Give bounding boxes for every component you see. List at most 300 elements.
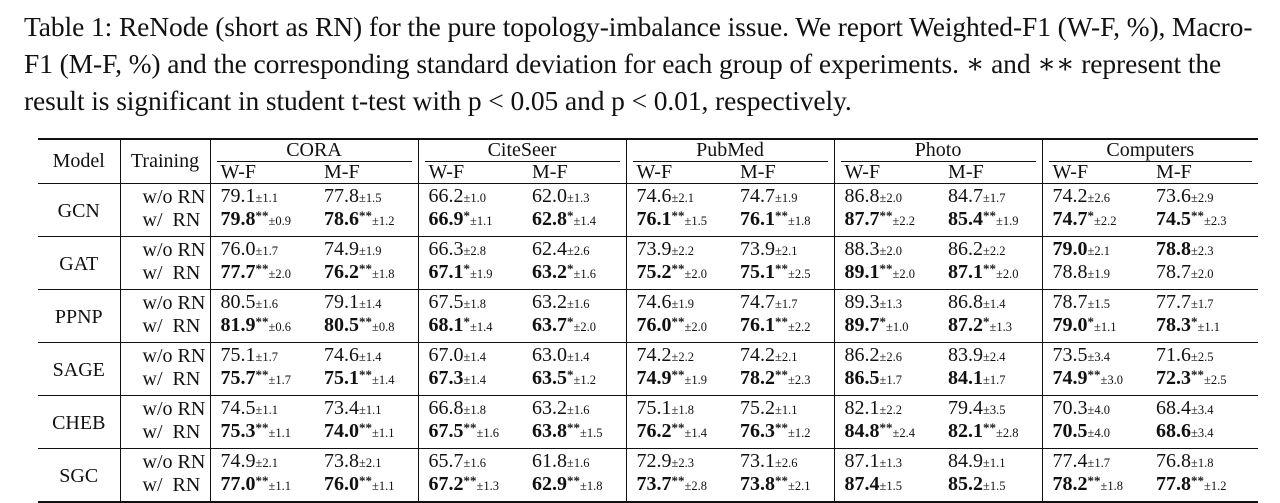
result-cell bbox=[938, 237, 1042, 263]
std-deviation: ±1.1 bbox=[470, 214, 493, 228]
significance-marker: * bbox=[463, 208, 471, 223]
score-value: 87.7 bbox=[844, 208, 880, 230]
score-value: 79.4 bbox=[948, 397, 984, 419]
result-cell bbox=[834, 237, 938, 263]
score-value: 75.1 bbox=[636, 397, 672, 419]
result-cell bbox=[314, 209, 418, 237]
table-row bbox=[38, 237, 1258, 263]
result-cell bbox=[522, 262, 626, 290]
std-deviation: ±4.0 bbox=[1087, 403, 1111, 417]
std-deviation: ±0.8 bbox=[372, 320, 395, 334]
score-value: 63.2 bbox=[532, 261, 568, 283]
caption-text: ReNode (short as RN) for the pure topology-imbalance issue. We report Weighted-F1 (W-F, %), Macro-F1 (M-F, %) and the corresponding standard deviation for each group of experiments. ∗ and ∗∗ represent the result is significant in student t-test with p < 0.05 and p < 0.01, respectively. bbox=[24, 11, 1253, 116]
significance-marker: ** bbox=[463, 420, 477, 435]
std-deviation: ±2.0 bbox=[1191, 267, 1214, 281]
std-deviation: ±3.4 bbox=[1191, 403, 1214, 417]
score-value: 68.6 bbox=[1156, 420, 1192, 442]
score-value: 76.8 bbox=[1156, 450, 1192, 472]
score-value: 68.1 bbox=[428, 314, 464, 336]
std-deviation: ±1.4 bbox=[359, 350, 382, 364]
training-setting: w/o RN bbox=[120, 396, 210, 422]
score-value: 86.2 bbox=[948, 238, 984, 260]
std-deviation: ±1.6 bbox=[255, 297, 278, 311]
score-value: 79.1 bbox=[324, 291, 359, 313]
score-value: 73.6 bbox=[1156, 185, 1192, 207]
result-cell bbox=[314, 449, 418, 475]
significance-marker: ** bbox=[1087, 367, 1101, 382]
result-cell bbox=[1146, 396, 1258, 422]
result-cell bbox=[314, 396, 418, 422]
std-deviation: ±2.3 bbox=[1204, 214, 1227, 228]
result-cell bbox=[730, 184, 834, 210]
score-value: 67.1 bbox=[428, 261, 464, 283]
std-deviation: ±2.0 bbox=[684, 320, 708, 334]
std-deviation: ±2.6 bbox=[567, 244, 590, 258]
result-cell bbox=[938, 474, 1042, 502]
std-deviation: ±2.0 bbox=[892, 267, 916, 281]
model-name: SAGE bbox=[38, 343, 120, 396]
score-value: 87.1 bbox=[844, 450, 880, 472]
score-value: 82.1 bbox=[844, 397, 880, 419]
std-deviation: ±1.1 bbox=[372, 479, 395, 493]
std-deviation: ±1.5 bbox=[580, 426, 603, 440]
score-value: 71.6 bbox=[1156, 344, 1192, 366]
std-deviation: ±2.1 bbox=[775, 350, 798, 364]
score-value: 75.1 bbox=[220, 344, 256, 366]
score-value: 67.3 bbox=[428, 367, 464, 389]
score-value: 85.4 bbox=[948, 208, 984, 230]
score-value: 82.1 bbox=[948, 420, 984, 442]
result-cell bbox=[938, 209, 1042, 237]
result-cell bbox=[730, 396, 834, 422]
result-cell bbox=[626, 290, 730, 316]
score-value: 75.2 bbox=[740, 397, 776, 419]
std-deviation: ±1.4 bbox=[372, 373, 395, 387]
result-cell bbox=[314, 368, 418, 396]
score-value: 63.8 bbox=[532, 420, 568, 442]
training-setting: w/o RN bbox=[120, 290, 210, 316]
result-cell bbox=[1146, 368, 1258, 396]
training-setting: w/ RN bbox=[120, 315, 210, 343]
training-setting: w/o RN bbox=[120, 237, 210, 263]
result-cell bbox=[314, 343, 418, 369]
std-deviation: ±1.1 bbox=[372, 426, 395, 440]
score-value: 78.2 bbox=[740, 367, 776, 389]
score-value: 74.2 bbox=[740, 344, 776, 366]
std-deviation: ±1.1 bbox=[1197, 320, 1221, 334]
header-metric: M-F bbox=[1156, 161, 1192, 183]
result-cell bbox=[938, 449, 1042, 475]
header-metric: M-F bbox=[314, 162, 418, 184]
result-cell bbox=[522, 237, 626, 263]
table-row bbox=[38, 315, 1258, 343]
result-cell bbox=[1146, 209, 1258, 237]
significance-marker: ** bbox=[359, 261, 372, 276]
std-deviation: ±2.2 bbox=[892, 214, 916, 228]
std-deviation: ±2.0 bbox=[268, 267, 291, 281]
score-value: 73.4 bbox=[324, 397, 359, 419]
std-deviation: ±1.1 bbox=[359, 403, 382, 417]
score-value: 84.1 bbox=[948, 367, 984, 389]
std-deviation: ±2.2 bbox=[788, 320, 811, 334]
result-cell bbox=[418, 315, 522, 343]
table-caption bbox=[24, 8, 1254, 119]
significance-marker: ** bbox=[983, 420, 997, 435]
significance-marker: ** bbox=[1087, 473, 1101, 488]
std-deviation: ±2.4 bbox=[892, 426, 916, 440]
significance-marker: ** bbox=[775, 420, 789, 435]
result-cell bbox=[730, 209, 834, 237]
std-deviation: ±1.8 bbox=[463, 297, 487, 311]
result-cell bbox=[1146, 343, 1258, 369]
result-cell bbox=[1042, 421, 1146, 449]
score-value: 75.1 bbox=[740, 261, 776, 283]
std-deviation: ±1.6 bbox=[567, 403, 590, 417]
training-setting: w/ RN bbox=[120, 209, 210, 237]
header-metric: W-F bbox=[220, 161, 257, 183]
result-cell bbox=[834, 421, 938, 449]
score-value: 74.9 bbox=[1052, 367, 1088, 389]
std-deviation: ±1.1 bbox=[255, 191, 278, 205]
std-deviation: ±2.1 bbox=[1087, 244, 1111, 258]
result-cell bbox=[834, 262, 938, 290]
score-value: 78.7 bbox=[1156, 261, 1192, 283]
header-metric: W-F bbox=[844, 161, 881, 183]
std-deviation: ±1.4 bbox=[359, 297, 382, 311]
std-deviation: ±2.1 bbox=[775, 244, 798, 258]
significance-marker: ** bbox=[775, 261, 789, 276]
score-value: 77.7 bbox=[1156, 291, 1192, 313]
score-value: 77.8 bbox=[324, 185, 359, 207]
score-value: 86.5 bbox=[844, 367, 880, 389]
result-cell bbox=[626, 237, 730, 263]
significance-marker: ** bbox=[255, 420, 269, 435]
significance-marker: ** bbox=[879, 261, 893, 276]
score-value: 78.2 bbox=[1052, 473, 1088, 495]
std-deviation: ±3.4 bbox=[1087, 350, 1111, 364]
significance-marker: ** bbox=[359, 367, 372, 382]
result-cell bbox=[210, 237, 314, 263]
std-deviation: ±1.3 bbox=[989, 320, 1013, 334]
score-value: 74.2 bbox=[1052, 185, 1088, 207]
header-model: Model bbox=[38, 139, 120, 184]
significance-marker: * bbox=[463, 314, 471, 329]
significance-marker: ** bbox=[671, 261, 685, 276]
result-cell bbox=[1042, 368, 1146, 396]
significance-marker: ** bbox=[671, 367, 685, 382]
std-deviation: ±1.9 bbox=[470, 267, 493, 281]
result-cell bbox=[1042, 237, 1146, 263]
std-deviation: ±1.6 bbox=[476, 426, 500, 440]
result-cell bbox=[626, 343, 730, 369]
score-value: 63.5 bbox=[532, 367, 568, 389]
result-cell bbox=[626, 262, 730, 290]
score-value: 77.4 bbox=[1052, 450, 1088, 472]
score-value: 65.7 bbox=[428, 450, 464, 472]
std-deviation: ±2.1 bbox=[671, 191, 695, 205]
score-value: 76.0 bbox=[220, 238, 256, 260]
std-deviation: ±2.6 bbox=[775, 456, 798, 470]
result-cell bbox=[418, 209, 522, 237]
result-cell bbox=[522, 449, 626, 475]
std-deviation: ±1.7 bbox=[983, 373, 1006, 387]
score-value: 74.5 bbox=[1156, 208, 1192, 230]
std-deviation: ±1.7 bbox=[1191, 297, 1214, 311]
std-deviation: ±2.0 bbox=[684, 267, 708, 281]
significance-marker: ** bbox=[255, 261, 269, 276]
result-cell bbox=[938, 343, 1042, 369]
score-value: 66.8 bbox=[428, 397, 464, 419]
score-value: 77.8 bbox=[1156, 473, 1192, 495]
score-value: 67.5 bbox=[428, 291, 464, 313]
score-value: 87.4 bbox=[844, 473, 880, 495]
model-name: CHEB bbox=[38, 396, 120, 449]
score-value: 73.9 bbox=[636, 238, 672, 260]
table-row bbox=[38, 290, 1258, 316]
score-value: 66.9 bbox=[428, 208, 464, 230]
result-cell bbox=[626, 368, 730, 396]
std-deviation: ±1.2 bbox=[788, 426, 811, 440]
score-value: 76.1 bbox=[636, 208, 672, 230]
std-deviation: ±1.5 bbox=[879, 479, 903, 493]
score-value: 78.7 bbox=[1052, 291, 1088, 313]
result-cell bbox=[1042, 290, 1146, 316]
result-cell bbox=[1042, 474, 1146, 502]
score-value: 73.9 bbox=[740, 238, 776, 260]
std-deviation: ±2.1 bbox=[359, 456, 382, 470]
std-deviation: ±2.2 bbox=[1094, 214, 1117, 228]
std-deviation: ±1.6 bbox=[567, 456, 590, 470]
significance-marker: * bbox=[879, 314, 887, 329]
result-cell bbox=[834, 343, 938, 369]
result-cell bbox=[730, 262, 834, 290]
score-value: 75.7 bbox=[220, 367, 256, 389]
std-deviation: ±1.4 bbox=[573, 214, 597, 228]
header-metric: M-F bbox=[938, 162, 1042, 184]
std-deviation: ±2.3 bbox=[788, 373, 811, 387]
std-deviation: ±1.7 bbox=[983, 191, 1006, 205]
score-value: 86.8 bbox=[844, 185, 880, 207]
result-cell bbox=[418, 237, 522, 263]
result-cell bbox=[938, 262, 1042, 290]
result-cell bbox=[522, 209, 626, 237]
significance-marker: ** bbox=[567, 420, 581, 435]
significance-marker: ** bbox=[255, 208, 269, 223]
score-value: 62.8 bbox=[532, 208, 568, 230]
result-cell bbox=[522, 421, 626, 449]
significance-marker: * bbox=[567, 261, 574, 276]
std-deviation: ±2.5 bbox=[1191, 350, 1214, 364]
score-value: 79.8 bbox=[220, 208, 256, 230]
std-deviation: ±1.6 bbox=[567, 297, 590, 311]
std-deviation: ±2.3 bbox=[1191, 244, 1214, 258]
header-dataset: Computers bbox=[1042, 139, 1258, 162]
std-deviation: ±2.0 bbox=[573, 320, 597, 334]
header-metric: W-F bbox=[428, 161, 465, 183]
result-cell bbox=[1146, 421, 1258, 449]
score-value: 77.7 bbox=[220, 261, 256, 283]
result-cell bbox=[314, 421, 418, 449]
header-dataset: CiteSeer bbox=[418, 139, 626, 162]
score-value: 76.1 bbox=[740, 208, 776, 230]
score-value: 74.7 bbox=[740, 185, 776, 207]
result-cell bbox=[522, 396, 626, 422]
model-name: GCN bbox=[38, 184, 120, 237]
std-deviation: ±1.8 bbox=[1191, 456, 1214, 470]
std-deviation: ±1.9 bbox=[359, 244, 382, 258]
results-table bbox=[38, 138, 1258, 503]
result-cell bbox=[522, 343, 626, 369]
result-cell bbox=[1042, 396, 1146, 422]
std-deviation: ±0.9 bbox=[268, 214, 291, 228]
caption-label: Table 1: bbox=[24, 11, 113, 42]
header-dataset: CORA bbox=[210, 139, 418, 162]
result-cell bbox=[938, 368, 1042, 396]
result-cell bbox=[418, 396, 522, 422]
score-value: 67.2 bbox=[428, 473, 464, 495]
score-value: 72.3 bbox=[1156, 367, 1192, 389]
result-cell bbox=[210, 368, 314, 396]
score-value: 74.5 bbox=[220, 397, 256, 419]
significance-marker: ** bbox=[255, 473, 269, 488]
score-value: 84.9 bbox=[948, 450, 984, 472]
score-value: 66.3 bbox=[428, 238, 464, 260]
score-value: 63.2 bbox=[532, 397, 568, 419]
score-value: 73.7 bbox=[636, 473, 672, 495]
score-value: 88.3 bbox=[844, 238, 880, 260]
table-row bbox=[38, 474, 1258, 502]
result-cell bbox=[1146, 290, 1258, 316]
result-cell bbox=[210, 421, 314, 449]
result-cell bbox=[834, 368, 938, 396]
std-deviation: ±1.2 bbox=[372, 214, 395, 228]
std-deviation: ±1.7 bbox=[255, 350, 278, 364]
table-row bbox=[38, 449, 1258, 475]
result-cell bbox=[210, 449, 314, 475]
significance-marker: ** bbox=[775, 367, 789, 382]
score-value: 89.7 bbox=[844, 314, 880, 336]
std-deviation: ±2.3 bbox=[671, 456, 695, 470]
score-value: 67.5 bbox=[428, 420, 464, 442]
score-value: 86.8 bbox=[948, 291, 984, 313]
score-value: 87.1 bbox=[948, 261, 984, 283]
std-deviation: ±1.1 bbox=[268, 426, 291, 440]
significance-marker: * bbox=[1191, 314, 1198, 329]
result-cell bbox=[210, 262, 314, 290]
result-cell bbox=[1042, 184, 1146, 210]
significance-marker: * bbox=[1087, 208, 1095, 223]
result-cell bbox=[938, 421, 1042, 449]
result-cell bbox=[314, 262, 418, 290]
std-deviation: ±2.0 bbox=[996, 267, 1019, 281]
std-deviation: ±1.5 bbox=[359, 191, 382, 205]
significance-marker: ** bbox=[879, 420, 893, 435]
score-value: 76.0 bbox=[636, 314, 672, 336]
result-cell bbox=[210, 343, 314, 369]
std-deviation: ±1.7 bbox=[255, 244, 278, 258]
training-setting: w/o RN bbox=[120, 184, 210, 210]
score-value: 81.9 bbox=[220, 314, 256, 336]
std-deviation: ±1.8 bbox=[580, 479, 603, 493]
result-cell bbox=[730, 421, 834, 449]
result-cell bbox=[834, 474, 938, 502]
result-cell bbox=[418, 343, 522, 369]
training-setting: w/ RN bbox=[120, 474, 210, 502]
result-cell bbox=[834, 290, 938, 316]
result-cell bbox=[834, 209, 938, 237]
model-name: PPNP bbox=[38, 290, 120, 343]
std-deviation: ±1.7 bbox=[879, 373, 903, 387]
result-cell bbox=[1146, 184, 1258, 210]
score-value: 67.0 bbox=[428, 344, 464, 366]
score-value: 75.3 bbox=[220, 420, 256, 442]
score-value: 89.1 bbox=[844, 261, 880, 283]
std-deviation: ±2.2 bbox=[879, 403, 903, 417]
std-deviation: ±1.1 bbox=[255, 403, 278, 417]
std-deviation: ±2.0 bbox=[879, 244, 903, 258]
score-value: 80.5 bbox=[324, 314, 359, 336]
std-deviation: ±1.3 bbox=[567, 191, 590, 205]
result-cell bbox=[1042, 343, 1146, 369]
std-deviation: ±2.9 bbox=[1191, 191, 1214, 205]
result-cell bbox=[626, 209, 730, 237]
result-cell bbox=[210, 209, 314, 237]
table-row bbox=[38, 209, 1258, 237]
score-value: 74.7 bbox=[740, 291, 776, 313]
std-deviation: ±1.4 bbox=[470, 320, 493, 334]
result-cell bbox=[210, 396, 314, 422]
result-cell bbox=[210, 474, 314, 502]
result-cell bbox=[314, 315, 418, 343]
significance-marker: ** bbox=[983, 261, 997, 276]
significance-marker: * bbox=[567, 367, 574, 382]
std-deviation: ±0.6 bbox=[268, 320, 291, 334]
score-value: 74.2 bbox=[636, 344, 672, 366]
significance-marker: ** bbox=[775, 473, 789, 488]
std-deviation: ±3.4 bbox=[1191, 426, 1214, 440]
score-value: 76.1 bbox=[740, 314, 776, 336]
result-cell bbox=[834, 449, 938, 475]
std-deviation: ±1.4 bbox=[463, 373, 487, 387]
significance-marker: ** bbox=[671, 208, 685, 223]
score-value: 68.4 bbox=[1156, 397, 1192, 419]
std-deviation: ±1.5 bbox=[684, 214, 708, 228]
significance-marker: ** bbox=[671, 473, 685, 488]
score-value: 76.3 bbox=[740, 420, 776, 442]
result-cell bbox=[626, 474, 730, 502]
model-name: GAT bbox=[38, 237, 120, 290]
result-cell bbox=[626, 396, 730, 422]
table-row bbox=[38, 262, 1258, 290]
std-deviation: ±1.1 bbox=[1094, 320, 1117, 334]
std-deviation: ±1.3 bbox=[879, 456, 903, 470]
model-name: SGC bbox=[38, 449, 120, 503]
result-cell bbox=[1146, 315, 1258, 343]
std-deviation: ±2.2 bbox=[983, 244, 1006, 258]
std-deviation: ±1.4 bbox=[463, 350, 487, 364]
score-value: 75.1 bbox=[324, 367, 359, 389]
std-deviation: ±2.4 bbox=[983, 350, 1006, 364]
score-value: 76.2 bbox=[324, 261, 359, 283]
std-deviation: ±1.8 bbox=[788, 214, 811, 228]
result-cell bbox=[210, 184, 314, 210]
training-setting: w/ RN bbox=[120, 368, 210, 396]
result-cell bbox=[730, 290, 834, 316]
std-deviation: ±1.8 bbox=[372, 267, 395, 281]
std-deviation: ±1.7 bbox=[775, 297, 798, 311]
std-deviation: ±2.8 bbox=[996, 426, 1019, 440]
std-deviation: ±1.9 bbox=[775, 191, 798, 205]
